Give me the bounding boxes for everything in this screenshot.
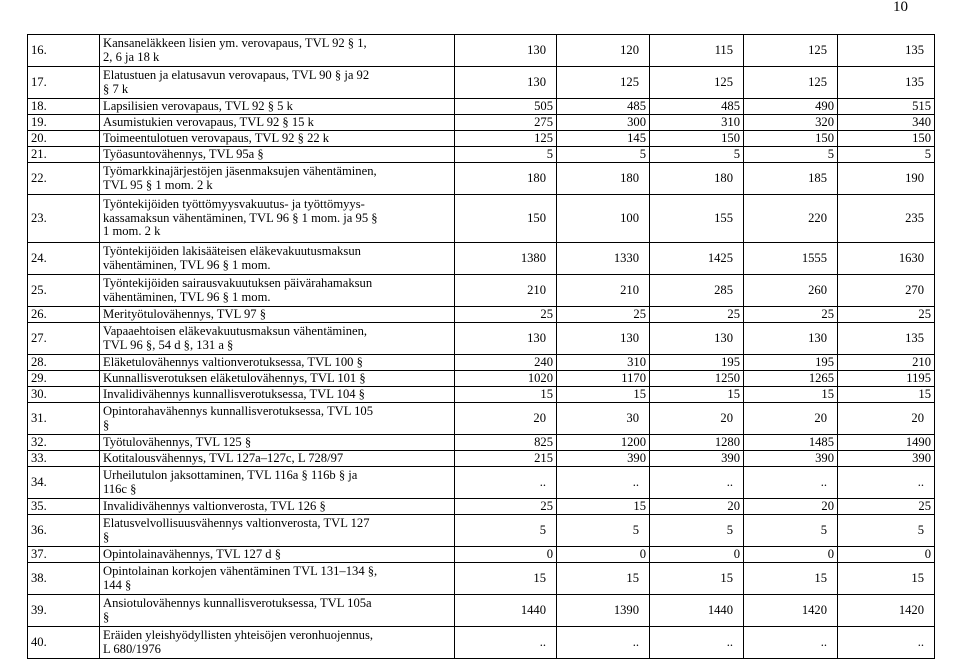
row-number: 35. bbox=[28, 499, 100, 515]
year-value-5: 0 bbox=[838, 547, 935, 563]
table-row bbox=[28, 515, 935, 547]
year-value-5: 135 bbox=[838, 323, 935, 355]
row-number: 26. bbox=[28, 307, 100, 323]
year-value-1: .. bbox=[455, 467, 557, 499]
year-value-2: 145 bbox=[557, 131, 650, 147]
year-value-2: 100 bbox=[557, 195, 650, 243]
row-description-cell bbox=[100, 115, 455, 131]
table-row bbox=[28, 435, 935, 451]
row-number: 28. bbox=[28, 355, 100, 371]
row-description: Elatustuen ja elatusavun verovapaus, TVL 90 § ja 92 § 7 k bbox=[103, 68, 370, 96]
year-value-1: 25 bbox=[455, 307, 557, 323]
row-number: 40. bbox=[28, 627, 100, 659]
year-value-4: 0 bbox=[744, 547, 838, 563]
row-description: Työmarkkinajärjestöjen jäsenmaksujen vähentäminen, TVL 95 § 1 mom. 2 k bbox=[103, 164, 377, 192]
year-value-2: 180 bbox=[557, 163, 650, 195]
year-value-4: 125 bbox=[744, 35, 838, 67]
row-description: Toimeentulotuen verovapaus, TVL 92 § 22 k bbox=[103, 130, 330, 145]
year-value-4: 1555 bbox=[744, 243, 838, 275]
year-value-1: 180 bbox=[455, 163, 557, 195]
year-value-4: 125 bbox=[744, 67, 838, 99]
year-value-1: 210 bbox=[455, 275, 557, 307]
year-value-2: 25 bbox=[557, 307, 650, 323]
row-description: Työasuntovähennys, TVL 95a § bbox=[103, 146, 264, 161]
year-value-2: 15 bbox=[557, 563, 650, 595]
year-value-1: 15 bbox=[455, 387, 557, 403]
year-value-5: 515 bbox=[838, 99, 935, 115]
row-description-cell bbox=[100, 499, 455, 515]
year-value-2: 15 bbox=[557, 387, 650, 403]
year-value-5: 390 bbox=[838, 451, 935, 467]
table-row bbox=[28, 275, 935, 307]
row-number: 36. bbox=[28, 515, 100, 547]
table-row bbox=[28, 35, 935, 67]
year-value-2: 1200 bbox=[557, 435, 650, 451]
year-value-3: .. bbox=[650, 467, 744, 499]
row-description-cell bbox=[100, 563, 455, 595]
row-description: Kansaneläkkeen lisien ym. verovapaus, TVL 92 § 1, 2, 6 ja 18 k bbox=[103, 36, 367, 64]
year-value-5: 25 bbox=[838, 499, 935, 515]
row-description-cell bbox=[100, 275, 455, 307]
year-value-5: 135 bbox=[838, 35, 935, 67]
year-value-4: 220 bbox=[744, 195, 838, 243]
year-value-1: 275 bbox=[455, 115, 557, 131]
table-row bbox=[28, 499, 935, 515]
row-description: Opintolainan korkojen vähentäminen TVL 131–134 §, 144 § bbox=[103, 564, 378, 592]
year-value-3: 115 bbox=[650, 35, 744, 67]
year-value-1: 130 bbox=[455, 323, 557, 355]
table-row bbox=[28, 195, 935, 243]
page-number: 10 bbox=[893, 0, 908, 15]
year-value-1: 25 bbox=[455, 499, 557, 515]
row-number: 32. bbox=[28, 435, 100, 451]
row-description-cell bbox=[100, 131, 455, 147]
year-value-3: .. bbox=[650, 627, 744, 659]
year-value-2: 5 bbox=[557, 147, 650, 163]
row-description: Työntekijöiden työttömyysvakuutus- ja työttömyys- kassamaksun vähentäminen, TVL 96 § 1 mom. ja 95 § 1 mom. 2 k bbox=[103, 197, 378, 239]
year-value-5: 210 bbox=[838, 355, 935, 371]
year-value-2: .. bbox=[557, 627, 650, 659]
year-value-5: 1195 bbox=[838, 371, 935, 387]
year-value-4: 15 bbox=[744, 563, 838, 595]
row-number: 38. bbox=[28, 563, 100, 595]
table-row bbox=[28, 67, 935, 99]
year-value-1: 505 bbox=[455, 99, 557, 115]
year-value-4: 20 bbox=[744, 499, 838, 515]
row-description-cell bbox=[100, 515, 455, 547]
table-row bbox=[28, 115, 935, 131]
row-number: 31. bbox=[28, 403, 100, 435]
row-description: Työntekijöiden lakisääteisen eläkevakuutusmaksun vähentäminen, TVL 96 § 1 mom. bbox=[103, 244, 361, 272]
year-value-2: 1330 bbox=[557, 243, 650, 275]
year-value-5: 190 bbox=[838, 163, 935, 195]
row-description: Lapsilisien verovapaus, TVL 92 § 5 k bbox=[103, 98, 293, 113]
row-description-cell bbox=[100, 467, 455, 499]
row-description: Vapaaehtoisen eläkevakuutusmaksun vähentäminen, TVL 96 §, 54 d §, 131 a § bbox=[103, 324, 368, 352]
year-value-3: 1440 bbox=[650, 595, 744, 627]
row-description: Eräiden yleishyödyllisten yhteisöjen veronhuojennus, L 680/1976 bbox=[103, 628, 374, 656]
year-value-1: 825 bbox=[455, 435, 557, 451]
year-value-1: 5 bbox=[455, 147, 557, 163]
year-value-3: 1425 bbox=[650, 243, 744, 275]
year-value-3: 130 bbox=[650, 323, 744, 355]
row-number: 17. bbox=[28, 67, 100, 99]
year-value-5: 150 bbox=[838, 131, 935, 147]
year-value-1: 150 bbox=[455, 195, 557, 243]
year-value-5: 1420 bbox=[838, 595, 935, 627]
tax-expenditure-table bbox=[27, 34, 935, 659]
year-value-2: 210 bbox=[557, 275, 650, 307]
year-value-4: 150 bbox=[744, 131, 838, 147]
row-number: 30. bbox=[28, 387, 100, 403]
table-row bbox=[28, 355, 935, 371]
row-number: 34. bbox=[28, 467, 100, 499]
table-row bbox=[28, 147, 935, 163]
year-value-1: 130 bbox=[455, 67, 557, 99]
year-value-3: 125 bbox=[650, 67, 744, 99]
row-number: 24. bbox=[28, 243, 100, 275]
table-row bbox=[28, 403, 935, 435]
table-row bbox=[28, 243, 935, 275]
row-description-cell bbox=[100, 243, 455, 275]
year-value-5: 1630 bbox=[838, 243, 935, 275]
year-value-4: 15 bbox=[744, 387, 838, 403]
year-value-3: 25 bbox=[650, 307, 744, 323]
year-value-2: 485 bbox=[557, 99, 650, 115]
year-value-3: 180 bbox=[650, 163, 744, 195]
year-value-5: 5 bbox=[838, 147, 935, 163]
year-value-4: 320 bbox=[744, 115, 838, 131]
table-row bbox=[28, 547, 935, 563]
year-value-4: 490 bbox=[744, 99, 838, 115]
year-value-4: 260 bbox=[744, 275, 838, 307]
row-description: Invalidivähennys kunnallisverotuksessa, TVL 104 § bbox=[103, 386, 365, 401]
year-value-1: 15 bbox=[455, 563, 557, 595]
year-value-2: 0 bbox=[557, 547, 650, 563]
year-value-3: 5 bbox=[650, 147, 744, 163]
year-value-4: 185 bbox=[744, 163, 838, 195]
year-value-3: 310 bbox=[650, 115, 744, 131]
year-value-1: 0 bbox=[455, 547, 557, 563]
row-description: Opintorahavähennys kunnallisverotuksessa, TVL 105 § bbox=[103, 404, 374, 432]
table-row bbox=[28, 595, 935, 627]
year-value-5: 1490 bbox=[838, 435, 935, 451]
table-row bbox=[28, 131, 935, 147]
year-value-5: 235 bbox=[838, 195, 935, 243]
row-description-cell bbox=[100, 371, 455, 387]
year-value-4: 5 bbox=[744, 147, 838, 163]
row-description: Kotitalousvähennys, TVL 127a–127c, L 728/97 bbox=[103, 450, 344, 465]
year-value-5: 15 bbox=[838, 563, 935, 595]
year-value-3: 5 bbox=[650, 515, 744, 547]
year-value-2: 310 bbox=[557, 355, 650, 371]
row-description: Invalidivähennys valtionverosta, TVL 126 § bbox=[103, 498, 326, 513]
year-value-4: 5 bbox=[744, 515, 838, 547]
row-number: 22. bbox=[28, 163, 100, 195]
year-value-2: 390 bbox=[557, 451, 650, 467]
table-row bbox=[28, 467, 935, 499]
year-value-3: 0 bbox=[650, 547, 744, 563]
table-row bbox=[28, 387, 935, 403]
row-description-cell bbox=[100, 35, 455, 67]
year-value-5: 25 bbox=[838, 307, 935, 323]
table-row bbox=[28, 627, 935, 659]
row-description: Opintolainavähennys, TVL 127 d § bbox=[103, 546, 282, 561]
row-number: 21. bbox=[28, 147, 100, 163]
year-value-5: 340 bbox=[838, 115, 935, 131]
row-number: 29. bbox=[28, 371, 100, 387]
year-value-2: 5 bbox=[557, 515, 650, 547]
table-row bbox=[28, 451, 935, 467]
year-value-2: 120 bbox=[557, 35, 650, 67]
year-value-5: 135 bbox=[838, 67, 935, 99]
year-value-1: 5 bbox=[455, 515, 557, 547]
year-value-1: 20 bbox=[455, 403, 557, 435]
year-value-2: 1390 bbox=[557, 595, 650, 627]
year-value-1: 215 bbox=[455, 451, 557, 467]
year-value-3: 1250 bbox=[650, 371, 744, 387]
year-value-4: 25 bbox=[744, 307, 838, 323]
year-value-1: 1020 bbox=[455, 371, 557, 387]
year-value-1: .. bbox=[455, 627, 557, 659]
table-row bbox=[28, 163, 935, 195]
year-value-1: 1380 bbox=[455, 243, 557, 275]
table-row bbox=[28, 323, 935, 355]
year-value-3: 485 bbox=[650, 99, 744, 115]
row-number: 39. bbox=[28, 595, 100, 627]
year-value-3: 20 bbox=[650, 499, 744, 515]
row-description: Urheilutulon jaksottaminen, TVL 116a § 116b § ja 116c § bbox=[103, 468, 358, 496]
year-value-3: 1280 bbox=[650, 435, 744, 451]
year-value-1: 240 bbox=[455, 355, 557, 371]
row-description-cell bbox=[100, 595, 455, 627]
year-value-5: 20 bbox=[838, 403, 935, 435]
row-number: 33. bbox=[28, 451, 100, 467]
row-description: Ansiotulovähennys kunnallisverotuksessa, TVL 105a § bbox=[103, 596, 372, 624]
row-description-cell bbox=[100, 435, 455, 451]
row-number: 37. bbox=[28, 547, 100, 563]
row-description-cell bbox=[100, 323, 455, 355]
year-value-4: 1420 bbox=[744, 595, 838, 627]
year-value-5: 15 bbox=[838, 387, 935, 403]
table-row bbox=[28, 563, 935, 595]
table-row bbox=[28, 307, 935, 323]
year-value-3: 15 bbox=[650, 563, 744, 595]
year-value-4: .. bbox=[744, 467, 838, 499]
table-row bbox=[28, 371, 935, 387]
year-value-2: 15 bbox=[557, 499, 650, 515]
year-value-5: 270 bbox=[838, 275, 935, 307]
row-description-cell bbox=[100, 195, 455, 243]
year-value-5: 5 bbox=[838, 515, 935, 547]
year-value-4: 390 bbox=[744, 451, 838, 467]
year-value-3: 20 bbox=[650, 403, 744, 435]
year-value-1: 130 bbox=[455, 35, 557, 67]
year-value-4: 130 bbox=[744, 323, 838, 355]
row-description-cell bbox=[100, 547, 455, 563]
row-number: 20. bbox=[28, 131, 100, 147]
row-description: Elatusvelvollisuusvähennys valtionverosta, TVL 127 § bbox=[103, 516, 370, 544]
row-description-cell bbox=[100, 307, 455, 323]
row-number: 16. bbox=[28, 35, 100, 67]
year-value-3: 150 bbox=[650, 131, 744, 147]
year-value-5: .. bbox=[838, 627, 935, 659]
year-value-4: 1265 bbox=[744, 371, 838, 387]
row-number: 19. bbox=[28, 115, 100, 131]
year-value-3: 390 bbox=[650, 451, 744, 467]
table-row bbox=[28, 99, 935, 115]
row-description-cell bbox=[100, 355, 455, 371]
year-value-2: 130 bbox=[557, 323, 650, 355]
year-value-3: 15 bbox=[650, 387, 744, 403]
year-value-1: 1440 bbox=[455, 595, 557, 627]
row-description: Eläketulovähennys valtionverotuksessa, TVL 100 § bbox=[103, 354, 363, 369]
year-value-1: 125 bbox=[455, 131, 557, 147]
row-description-cell bbox=[100, 451, 455, 467]
row-number: 18. bbox=[28, 99, 100, 115]
row-description-cell bbox=[100, 147, 455, 163]
year-value-2: 125 bbox=[557, 67, 650, 99]
row-number: 25. bbox=[28, 275, 100, 307]
year-value-4: 20 bbox=[744, 403, 838, 435]
row-description-cell bbox=[100, 67, 455, 99]
row-description-cell bbox=[100, 627, 455, 659]
year-value-2: .. bbox=[557, 467, 650, 499]
year-value-3: 285 bbox=[650, 275, 744, 307]
row-number: 27. bbox=[28, 323, 100, 355]
row-number: 23. bbox=[28, 195, 100, 243]
row-description-cell bbox=[100, 99, 455, 115]
row-description: Työntekijöiden sairausvakuutuksen päivärahamaksun vähentäminen, TVL 96 § 1 mom. bbox=[103, 276, 373, 304]
row-description: Merityötulovähennys, TVL 97 § bbox=[103, 306, 266, 321]
row-description-cell bbox=[100, 387, 455, 403]
row-description: Työtulovähennys, TVL 125 § bbox=[103, 434, 252, 449]
year-value-2: 1170 bbox=[557, 371, 650, 387]
row-description-cell bbox=[100, 403, 455, 435]
year-value-2: 30 bbox=[557, 403, 650, 435]
year-value-4: 1485 bbox=[744, 435, 838, 451]
row-description: Kunnallisverotuksen eläketulovähennys, TVL 101 § bbox=[103, 370, 366, 385]
row-description-cell bbox=[100, 163, 455, 195]
row-description: Asumistukien verovapaus, TVL 92 § 15 k bbox=[103, 114, 314, 129]
year-value-3: 195 bbox=[650, 355, 744, 371]
year-value-4: .. bbox=[744, 627, 838, 659]
year-value-2: 300 bbox=[557, 115, 650, 131]
year-value-3: 155 bbox=[650, 195, 744, 243]
year-value-5: .. bbox=[838, 467, 935, 499]
year-value-4: 195 bbox=[744, 355, 838, 371]
